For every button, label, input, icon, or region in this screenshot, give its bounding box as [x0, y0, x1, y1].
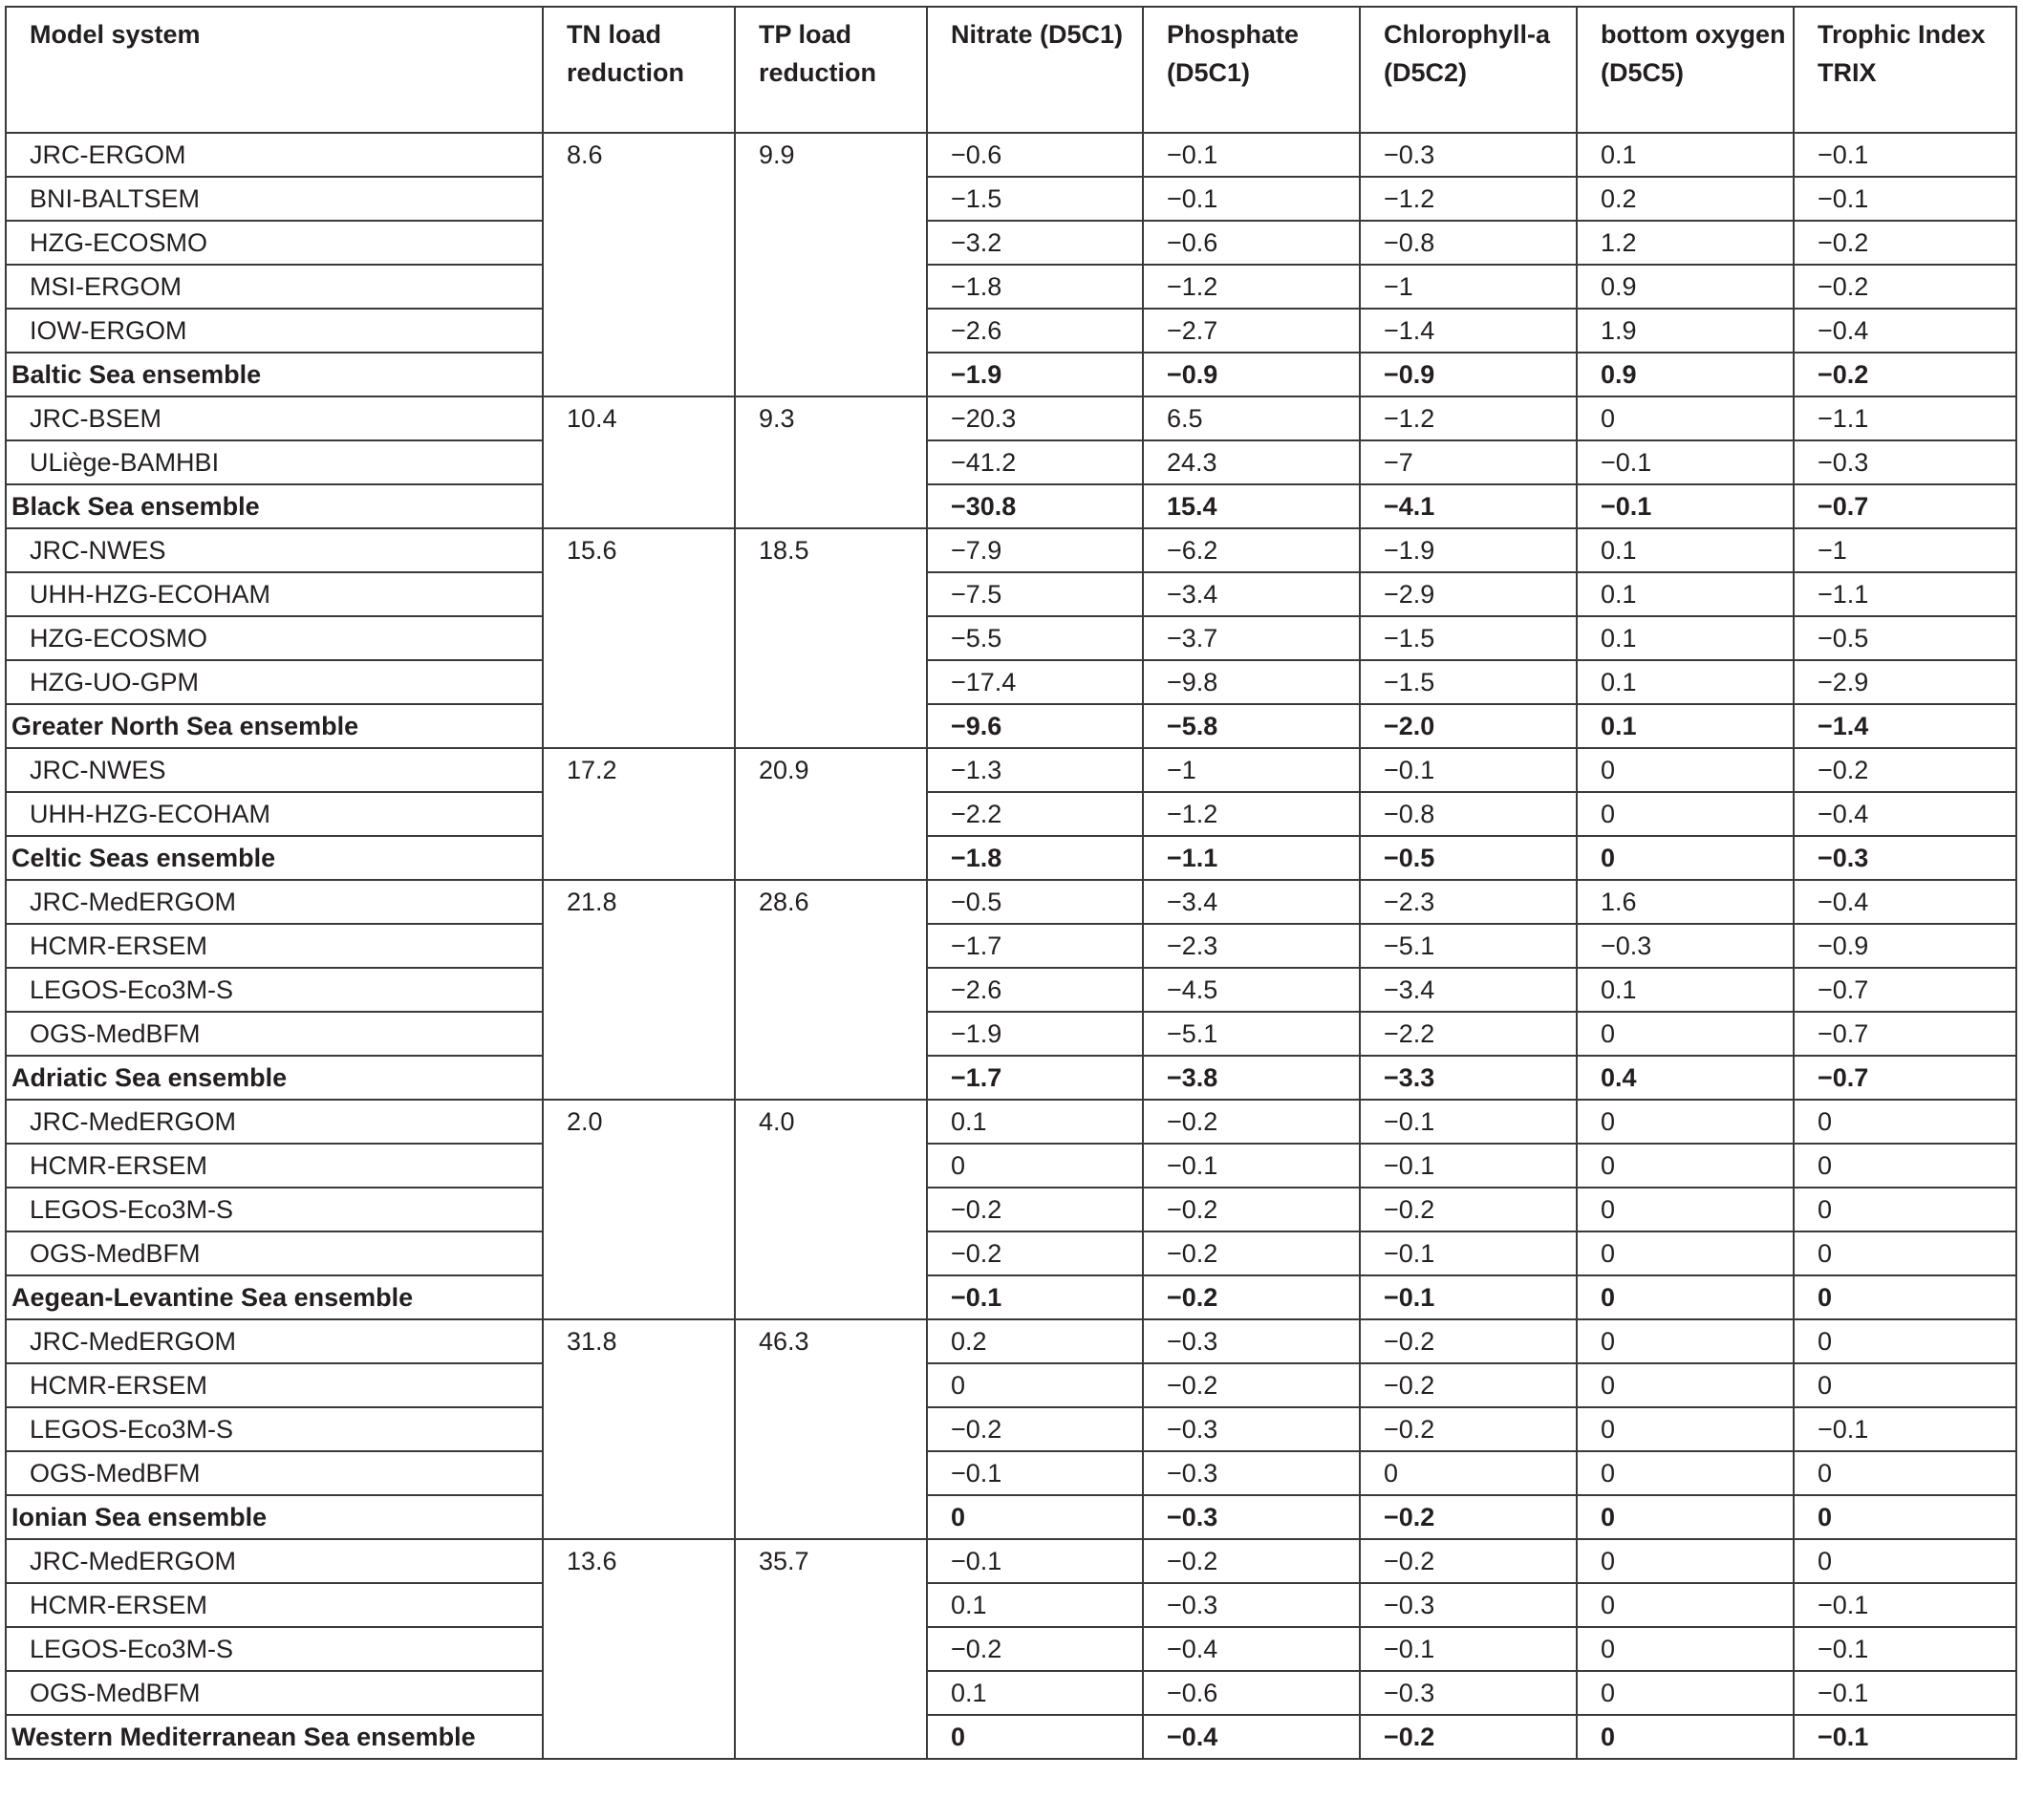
model-name-cell: LEGOS-Eco3M-S: [6, 1188, 543, 1231]
value-cell: 0.2: [927, 1319, 1143, 1363]
value-cell: −0.2: [1143, 1539, 1360, 1583]
ensemble-value-cell: −30.8: [927, 484, 1143, 528]
value-cell: −3.4: [1360, 968, 1577, 1012]
ensemble-value-cell: −0.1: [1577, 484, 1794, 528]
table-row: [6, 616, 2016, 660]
model-name-cell: LEGOS-Eco3M-S: [6, 1627, 543, 1671]
table-row: [6, 924, 2016, 968]
value-cell: −0.6: [927, 133, 1143, 177]
ensemble-value-cell: 0: [1794, 1275, 2016, 1319]
col-header-tn-load: TN load reduction: [543, 7, 735, 133]
model-name-cell: HCMR-ERSEM: [6, 924, 543, 968]
ensemble-value-cell: −0.4: [1143, 1715, 1360, 1759]
ensemble-row: [6, 1275, 2016, 1319]
ensemble-row: [6, 704, 2016, 748]
value-cell: −3.4: [1143, 880, 1360, 924]
value-cell: −0.1: [1360, 1231, 1577, 1275]
col-header-chlorophyll: Chlorophyll-a (D5C2): [1360, 7, 1577, 133]
value-cell: −0.1: [1360, 1627, 1577, 1671]
value-cell: −0.7: [1794, 968, 2016, 1012]
ensemble-value-cell: −0.7: [1794, 484, 2016, 528]
value-cell: −0.3: [1143, 1319, 1360, 1363]
value-cell: 0.1: [1577, 528, 1794, 572]
value-cell: −1: [1360, 265, 1577, 309]
table-row: [6, 1627, 2016, 1671]
value-cell: 0: [1794, 1144, 2016, 1188]
table-row: [6, 396, 2016, 440]
value-cell: −1.9: [927, 1012, 1143, 1056]
value-cell: −41.2: [927, 440, 1143, 484]
value-cell: −1.9: [1360, 528, 1577, 572]
ensemble-value-cell: −3.3: [1360, 1056, 1577, 1100]
value-cell: 0: [1577, 1627, 1794, 1671]
tp-load-cell: 9.3: [735, 396, 927, 528]
value-cell: −0.5: [927, 880, 1143, 924]
ensemble-value-cell: 0.4: [1577, 1056, 1794, 1100]
tn-load-cell: 10.4: [543, 396, 735, 528]
tn-load-cell: 17.2: [543, 748, 735, 880]
value-cell: 0: [1577, 1231, 1794, 1275]
model-name-cell: OGS-MedBFM: [6, 1231, 543, 1275]
table-row: [6, 1188, 2016, 1231]
tp-load-cell: 35.7: [735, 1539, 927, 1759]
value-cell: −0.2: [1794, 221, 2016, 265]
model-name-cell: LEGOS-Eco3M-S: [6, 968, 543, 1012]
ensemble-value-cell: −0.2: [1143, 1275, 1360, 1319]
model-name-cell: OGS-MedBFM: [6, 1671, 543, 1715]
table-row: [6, 1583, 2016, 1627]
value-cell: 1.6: [1577, 880, 1794, 924]
table-row: [6, 1012, 2016, 1056]
model-name-cell: HZG-ECOSMO: [6, 221, 543, 265]
value-cell: −0.2: [1143, 1363, 1360, 1407]
value-cell: −0.1: [1143, 1144, 1360, 1188]
col-header-model-system: Model system: [6, 7, 543, 133]
value-cell: −2.6: [927, 309, 1143, 353]
ensemble-value-cell: 0.1: [1577, 704, 1794, 748]
ensemble-value-cell: −0.1: [1794, 1715, 2016, 1759]
ensemble-name-cell: Greater North Sea ensemble: [6, 704, 543, 748]
table-row: [6, 1407, 2016, 1451]
model-name-cell: JRC-MedERGOM: [6, 1100, 543, 1144]
ensemble-value-cell: 0: [1577, 836, 1794, 880]
tn-load-cell: 13.6: [543, 1539, 735, 1759]
value-cell: 0: [1577, 1539, 1794, 1583]
value-cell: −9.8: [1143, 660, 1360, 704]
value-cell: −1.7: [927, 924, 1143, 968]
col-header-nitrate: Nitrate (D5C1): [927, 7, 1143, 133]
table-row: [6, 1671, 2016, 1715]
ensemble-value-cell: −0.2: [1360, 1715, 1577, 1759]
value-cell: 0.1: [1577, 616, 1794, 660]
ensemble-name-cell: Baltic Sea ensemble: [6, 353, 543, 396]
value-cell: 0: [1794, 1231, 2016, 1275]
value-cell: −3.2: [927, 221, 1143, 265]
ensemble-value-cell: −0.1: [927, 1275, 1143, 1319]
model-name-cell: JRC-NWES: [6, 748, 543, 792]
model-name-cell: JRC-MedERGOM: [6, 1319, 543, 1363]
ensemble-value-cell: −2.0: [1360, 704, 1577, 748]
table-row: [6, 660, 2016, 704]
value-cell: −0.3: [1794, 440, 2016, 484]
ensemble-value-cell: 0: [1577, 1495, 1794, 1539]
value-cell: 0: [1360, 1451, 1577, 1495]
ensemble-value-cell: 0: [1577, 1275, 1794, 1319]
ensemble-value-cell: 0: [1577, 1715, 1794, 1759]
model-name-cell: JRC-BSEM: [6, 396, 543, 440]
model-name-cell: UHH-HZG-ECOHAM: [6, 792, 543, 836]
ensemble-row: [6, 836, 2016, 880]
value-cell: −20.3: [927, 396, 1143, 440]
value-cell: 0.2: [1577, 177, 1794, 221]
value-cell: 24.3: [1143, 440, 1360, 484]
table-row: [6, 133, 2016, 177]
model-name-cell: JRC-ERGOM: [6, 133, 543, 177]
value-cell: −7: [1360, 440, 1577, 484]
value-cell: −0.2: [1794, 748, 2016, 792]
table-row: [6, 265, 2016, 309]
model-name-cell: LEGOS-Eco3M-S: [6, 1407, 543, 1451]
tp-load-cell: 4.0: [735, 1100, 927, 1319]
table-row: [6, 177, 2016, 221]
model-name-cell: ULiège-BAMHBI: [6, 440, 543, 484]
ensemble-name-cell: Celtic Seas ensemble: [6, 836, 543, 880]
tp-load-cell: 28.6: [735, 880, 927, 1100]
value-cell: 0: [1577, 396, 1794, 440]
table-row: [6, 1363, 2016, 1407]
ensemble-name-cell: Black Sea ensemble: [6, 484, 543, 528]
value-cell: 0: [1577, 1144, 1794, 1188]
value-cell: −4.5: [1143, 968, 1360, 1012]
value-cell: 0: [1577, 1319, 1794, 1363]
ensemble-value-cell: −1.9: [927, 353, 1143, 396]
ensemble-name-cell: Ionian Sea ensemble: [6, 1495, 543, 1539]
value-cell: −2.2: [927, 792, 1143, 836]
value-cell: 0: [1577, 748, 1794, 792]
value-cell: −2.3: [1143, 924, 1360, 968]
value-cell: −0.2: [927, 1627, 1143, 1671]
model-name-cell: HCMR-ERSEM: [6, 1583, 543, 1627]
value-cell: 0.1: [927, 1671, 1143, 1715]
value-cell: −0.2: [1360, 1319, 1577, 1363]
model-name-cell: JRC-MedERGOM: [6, 880, 543, 924]
col-header-bottom-oxygen: bottom oxygen (D5C5): [1577, 7, 1794, 133]
ensemble-value-cell: −1.4: [1794, 704, 2016, 748]
ensemble-value-cell: −4.1: [1360, 484, 1577, 528]
value-cell: −0.2: [1143, 1231, 1360, 1275]
table-row: [6, 748, 2016, 792]
value-cell: −0.3: [1143, 1583, 1360, 1627]
table-row: [6, 221, 2016, 265]
value-cell: −0.1: [1577, 440, 1794, 484]
ensemble-value-cell: −9.6: [927, 704, 1143, 748]
table-row: [6, 1539, 2016, 1583]
value-cell: −0.9: [1794, 924, 2016, 968]
value-cell: −0.1: [1794, 177, 2016, 221]
value-cell: 0: [1577, 1188, 1794, 1231]
table-row: [6, 528, 2016, 572]
tp-load-cell: 9.9: [735, 133, 927, 396]
ensemble-value-cell: −0.1: [1360, 1275, 1577, 1319]
table-row: [6, 1319, 2016, 1363]
ensemble-row: [6, 1056, 2016, 1100]
value-cell: −0.1: [1143, 177, 1360, 221]
tn-load-cell: 31.8: [543, 1319, 735, 1539]
value-cell: 0: [1577, 1012, 1794, 1056]
model-name-cell: HCMR-ERSEM: [6, 1144, 543, 1188]
value-cell: −0.3: [1143, 1451, 1360, 1495]
value-cell: −0.3: [1577, 924, 1794, 968]
value-cell: −0.2: [1360, 1363, 1577, 1407]
value-cell: 0: [1794, 1539, 2016, 1583]
value-cell: −0.8: [1360, 792, 1577, 836]
value-cell: 0.1: [927, 1583, 1143, 1627]
ensemble-value-cell: 15.4: [1143, 484, 1360, 528]
value-cell: −17.4: [927, 660, 1143, 704]
value-cell: −2.2: [1360, 1012, 1577, 1056]
value-cell: −1.3: [927, 748, 1143, 792]
table-row: [6, 968, 2016, 1012]
value-cell: −2.7: [1143, 309, 1360, 353]
value-cell: −0.2: [927, 1231, 1143, 1275]
value-cell: 0: [927, 1144, 1143, 1188]
value-cell: −1.2: [1360, 396, 1577, 440]
table-row: [6, 880, 2016, 924]
value-cell: 0: [1794, 1319, 2016, 1363]
ensemble-value-cell: −0.9: [1143, 353, 1360, 396]
value-cell: −1.2: [1143, 265, 1360, 309]
value-cell: −0.1: [1143, 133, 1360, 177]
value-cell: −1.5: [1360, 660, 1577, 704]
value-cell: 6.5: [1143, 396, 1360, 440]
value-cell: 0: [1577, 1100, 1794, 1144]
value-cell: −0.2: [927, 1407, 1143, 1451]
value-cell: −1.2: [1143, 792, 1360, 836]
model-name-cell: MSI-ERGOM: [6, 265, 543, 309]
value-cell: −0.1: [1794, 133, 2016, 177]
ensemble-row: [6, 353, 2016, 396]
tp-load-cell: 46.3: [735, 1319, 927, 1539]
value-cell: −0.4: [1794, 792, 2016, 836]
value-cell: −0.1: [1794, 1671, 2016, 1715]
ensemble-name-cell: Aegean-Levantine Sea ensemble: [6, 1275, 543, 1319]
model-name-cell: OGS-MedBFM: [6, 1012, 543, 1056]
value-cell: −0.1: [927, 1451, 1143, 1495]
value-cell: −0.2: [927, 1188, 1143, 1231]
col-header-trix: Trophic Index TRIX: [1794, 7, 2016, 133]
value-cell: −1.1: [1794, 396, 2016, 440]
value-cell: 0: [1577, 1407, 1794, 1451]
value-cell: 0.1: [1577, 968, 1794, 1012]
value-cell: −0.3: [1143, 1407, 1360, 1451]
ensemble-name-cell: Western Mediterranean Sea ensemble: [6, 1715, 543, 1759]
value-cell: −0.1: [1360, 748, 1577, 792]
tn-load-cell: 15.6: [543, 528, 735, 748]
value-cell: −0.6: [1143, 221, 1360, 265]
table-row: [6, 1451, 2016, 1495]
value-cell: −0.2: [1143, 1188, 1360, 1231]
value-cell: −0.1: [1794, 1627, 2016, 1671]
model-name-cell: HZG-UO-GPM: [6, 660, 543, 704]
value-cell: −1.5: [927, 177, 1143, 221]
value-cell: −1.2: [1360, 177, 1577, 221]
value-cell: −0.4: [1143, 1627, 1360, 1671]
model-name-cell: BNI-BALTSEM: [6, 177, 543, 221]
ensemble-value-cell: −0.3: [1794, 836, 2016, 880]
value-cell: 0.1: [1577, 133, 1794, 177]
ensemble-value-cell: −1.8: [927, 836, 1143, 880]
value-cell: 0: [1577, 1583, 1794, 1627]
table-body: [6, 133, 2016, 1759]
header-row: [6, 7, 2016, 133]
ensemble-row: [6, 1715, 2016, 1759]
tp-load-cell: 20.9: [735, 748, 927, 880]
value-cell: −0.4: [1794, 880, 2016, 924]
model-name-cell: UHH-HZG-ECOHAM: [6, 572, 543, 616]
ensemble-row: [6, 1495, 2016, 1539]
col-header-tp-load: TP load reduction: [735, 7, 927, 133]
value-cell: −0.2: [1360, 1188, 1577, 1231]
value-cell: 0: [1794, 1451, 2016, 1495]
model-name-cell: HZG-ECOSMO: [6, 616, 543, 660]
tn-load-cell: 21.8: [543, 880, 735, 1100]
value-cell: −5.1: [1143, 1012, 1360, 1056]
ensemble-value-cell: −5.8: [1143, 704, 1360, 748]
value-cell: 1.2: [1577, 221, 1794, 265]
model-name-cell: JRC-NWES: [6, 528, 543, 572]
value-cell: −0.3: [1360, 133, 1577, 177]
table-row: [6, 792, 2016, 836]
ensemble-value-cell: 0.9: [1577, 353, 1794, 396]
ensemble-value-cell: −0.3: [1143, 1495, 1360, 1539]
table-row: [6, 1231, 2016, 1275]
value-cell: −1.5: [1360, 616, 1577, 660]
value-cell: −0.1: [1360, 1144, 1577, 1188]
value-cell: −2.6: [927, 968, 1143, 1012]
value-cell: −0.2: [1360, 1539, 1577, 1583]
table-row: [6, 309, 2016, 353]
value-cell: −2.9: [1794, 660, 2016, 704]
value-cell: 0: [1794, 1363, 2016, 1407]
table-row: [6, 1100, 2016, 1144]
table-row: [6, 1144, 2016, 1188]
value-cell: 0.1: [927, 1100, 1143, 1144]
ensemble-row: [6, 484, 2016, 528]
ensemble-name-cell: Adriatic Sea ensemble: [6, 1056, 543, 1100]
value-cell: −0.3: [1360, 1583, 1577, 1627]
value-cell: 0: [1577, 1451, 1794, 1495]
ensemble-value-cell: −0.7: [1794, 1056, 2016, 1100]
table-row: [6, 572, 2016, 616]
ensemble-value-cell: −0.5: [1360, 836, 1577, 880]
value-cell: −0.3: [1360, 1671, 1577, 1715]
value-cell: 0.1: [1577, 660, 1794, 704]
model-name-cell: OGS-MedBFM: [6, 1451, 543, 1495]
value-cell: 0: [1794, 1100, 2016, 1144]
value-cell: 0: [1577, 1671, 1794, 1715]
ensemble-value-cell: −0.2: [1794, 353, 2016, 396]
ensemble-value-cell: −1.7: [927, 1056, 1143, 1100]
value-cell: 0.9: [1577, 265, 1794, 309]
value-cell: −0.5: [1794, 616, 2016, 660]
value-cell: −7.5: [927, 572, 1143, 616]
value-cell: 1.9: [1577, 309, 1794, 353]
results-table: [5, 6, 2017, 1760]
ensemble-value-cell: −3.8: [1143, 1056, 1360, 1100]
value-cell: −3.7: [1143, 616, 1360, 660]
value-cell: −5.5: [927, 616, 1143, 660]
value-cell: −1: [1794, 528, 2016, 572]
value-cell: −0.6: [1143, 1671, 1360, 1715]
value-cell: −0.1: [927, 1539, 1143, 1583]
ensemble-value-cell: −0.2: [1360, 1495, 1577, 1539]
value-cell: −2.3: [1360, 880, 1577, 924]
tn-load-cell: 2.0: [543, 1100, 735, 1319]
value-cell: −7.9: [927, 528, 1143, 572]
value-cell: −3.4: [1143, 572, 1360, 616]
value-cell: −1.8: [927, 265, 1143, 309]
value-cell: −0.1: [1794, 1583, 2016, 1627]
ensemble-value-cell: −0.9: [1360, 353, 1577, 396]
value-cell: 0: [1577, 792, 1794, 836]
ensemble-value-cell: 0: [927, 1715, 1143, 1759]
value-cell: −0.1: [1360, 1100, 1577, 1144]
value-cell: −1: [1143, 748, 1360, 792]
value-cell: 0.1: [1577, 572, 1794, 616]
tn-load-cell: 8.6: [543, 133, 735, 396]
model-name-cell: IOW-ERGOM: [6, 309, 543, 353]
value-cell: −0.2: [1360, 1407, 1577, 1451]
value-cell: −5.1: [1360, 924, 1577, 968]
value-cell: −0.8: [1360, 221, 1577, 265]
value-cell: −0.2: [1143, 1100, 1360, 1144]
model-name-cell: HCMR-ERSEM: [6, 1363, 543, 1407]
value-cell: −0.1: [1794, 1407, 2016, 1451]
value-cell: −1.1: [1794, 572, 2016, 616]
ensemble-value-cell: 0: [927, 1495, 1143, 1539]
value-cell: 0: [1577, 1363, 1794, 1407]
model-name-cell: JRC-MedERGOM: [6, 1539, 543, 1583]
tp-load-cell: 18.5: [735, 528, 927, 748]
value-cell: 0: [927, 1363, 1143, 1407]
value-cell: −0.4: [1794, 309, 2016, 353]
value-cell: −6.2: [1143, 528, 1360, 572]
value-cell: −2.9: [1360, 572, 1577, 616]
col-header-phosphate: Phosphate (D5C1): [1143, 7, 1360, 133]
ensemble-value-cell: −1.1: [1143, 836, 1360, 880]
ensemble-value-cell: 0: [1794, 1495, 2016, 1539]
value-cell: −1.4: [1360, 309, 1577, 353]
value-cell: 0: [1794, 1188, 2016, 1231]
table-row: [6, 440, 2016, 484]
value-cell: −0.2: [1794, 265, 2016, 309]
value-cell: −0.7: [1794, 1012, 2016, 1056]
